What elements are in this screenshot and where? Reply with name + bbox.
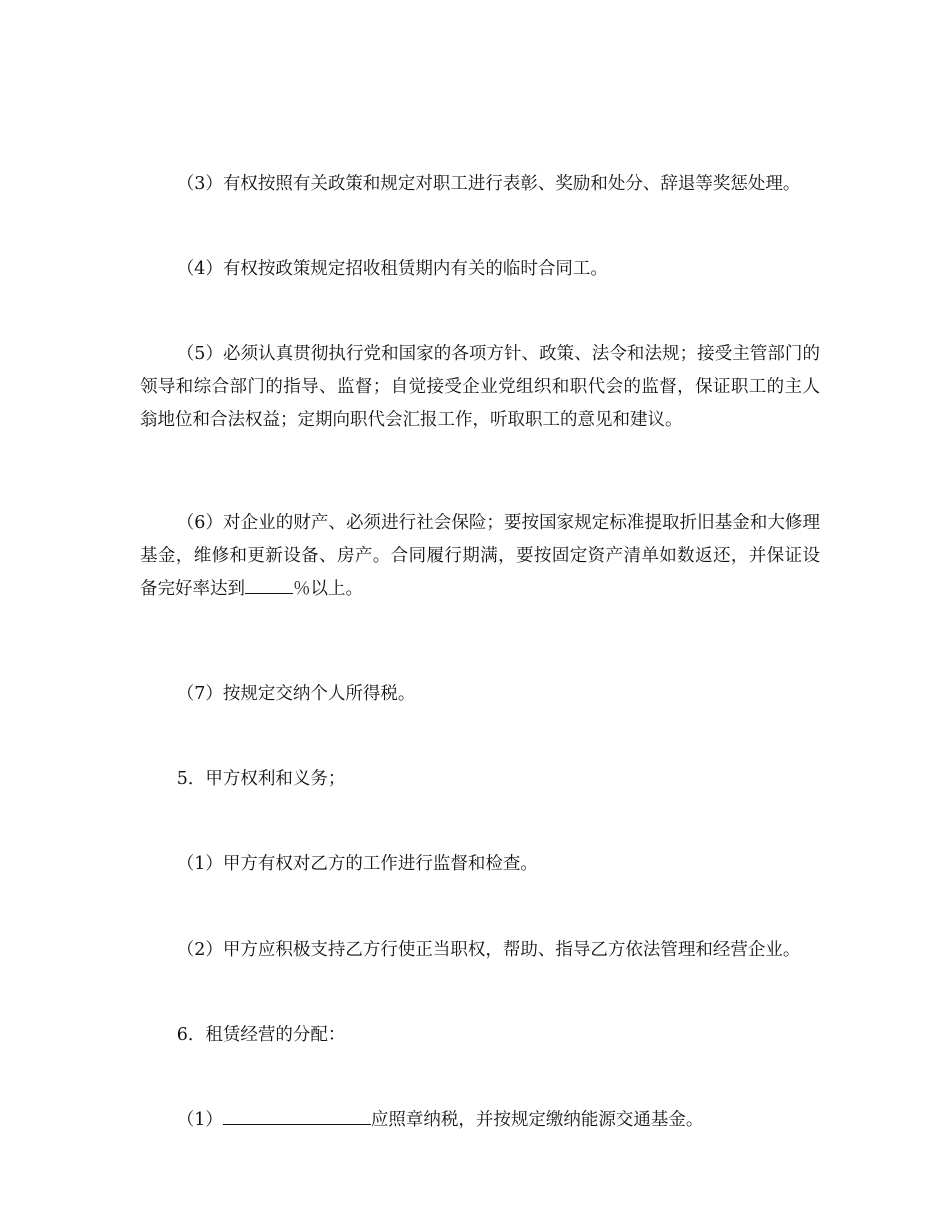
section-5-clause-1: （1）甲方有权对乙方的工作进行监督和检查。 [176,853,538,874]
section-5-heading: 5．甲方权利和义务； [176,768,346,789]
clause-6-text: （6）对企业的财产、必须进行社会保险；要按国家规定标准提取折旧基金和大修理基金，维修和更新设备、房产。合同履行期满，要按固定资产清单如数返还，并保证设备完好率达到 [140,512,820,599]
payer-blank-field[interactable] [223,1104,371,1125]
section-6-clause-1-prefix: （1） [176,1109,223,1130]
clause-6-text-end: ％以上。 [293,578,363,599]
clause-4-paragraph: （4）有权按政策规定招收租赁期内有关的临时合同工。 [176,258,608,279]
section-6-clause-1 [140,1104,820,1137]
section-6-heading: 6．租赁经营的分配： [176,1024,346,1045]
section-6-clause-1-text: 应照章纳税，并按规定缴纳能源交通基金。 [370,1109,704,1130]
clause-3-paragraph: （3）有权按照有关政策和规定对职工进行表彰、奖励和处分、辞退等奖惩处理。 [176,173,801,194]
percentage-blank-field[interactable] [245,573,293,594]
section-5-clause-2: （2）甲方应积极支持乙方行使正当职权，帮助、指导乙方依法管理和经营企业。 [176,939,801,960]
clause-7-paragraph: （7）按规定交纳个人所得税。 [176,683,416,704]
clause-6-paragraph [140,507,820,606]
clause-5-paragraph: （5）必须认真贯彻执行党和国家的各项方针、政策、法令和法规；接受主管部门的领导和综合部门的指导、监督；自觉接受企业党组织和职代会的监督，保证职工的主人翁地位和合法权益；定期向职代会汇报工作，听取职工的意见和建议。 [140,343,820,430]
